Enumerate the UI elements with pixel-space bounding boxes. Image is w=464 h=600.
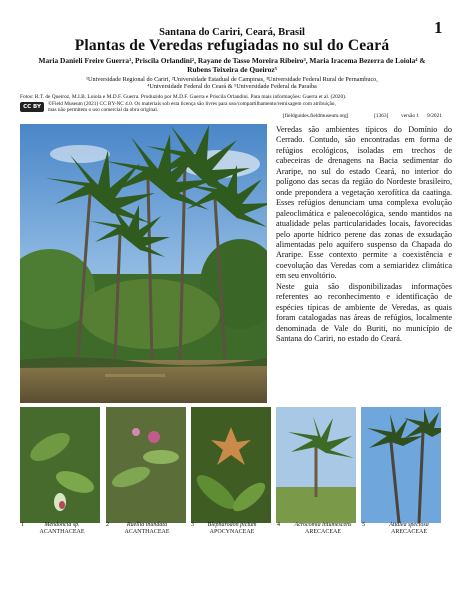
vereda-landscape-photo	[20, 124, 267, 403]
affiliations-line: ⁴Universidade Federal do Ceará & ⁵Universidade Federal da Paraíba	[147, 83, 317, 91]
location-heading: Santana do Cariri, Ceará, Brasil	[159, 27, 305, 38]
species-family: ACANTHACEAE	[124, 529, 170, 535]
species-name: Blepharodon pictum	[207, 522, 257, 528]
species-photo-ruellia	[106, 407, 186, 523]
cc-license-badge: CC BY NC	[20, 102, 44, 112]
license-line: mas não permitem o uso comercial da obra original.	[48, 107, 159, 114]
photo-credits: Fotos: R.T. de Queiroz, M.I.B. Loiola e M.D.F. Guerra. Produzido por M.D.F. Guerra e Priscila Orlandini. Para mais informações: Guerra et al. (2020).	[20, 94, 347, 100]
date-label: 9/2021	[427, 113, 442, 119]
license-text	[48, 101, 448, 113]
species-family: ACANTHACEAE	[39, 529, 85, 535]
species-family: ARECACEAE	[305, 529, 341, 535]
species-family: APOCYNACEAE	[209, 529, 255, 535]
guide-number: [1363]	[374, 113, 389, 119]
caption-number: 5	[362, 522, 365, 528]
species-photo-mendoncia	[20, 407, 100, 523]
website-link[interactable]: [fieldguides.fieldmuseum.org]	[283, 113, 349, 119]
species-name: Ruellia inundata	[126, 522, 168, 528]
page-number: 1	[434, 18, 443, 37]
affiliations-line: ¹Universidade Regional do Cariri, ²Universidade Estadual de Campinas, ³Universidade Federal Rural de Pernambuco,	[86, 76, 378, 83]
caption-number: 3	[191, 522, 194, 528]
version-label: versão 1	[401, 113, 420, 119]
species-family: ARECACEAE	[391, 529, 427, 535]
affiliations	[14, 76, 450, 91]
species-name: Acrocomia intumescens	[294, 522, 352, 528]
species-name: Attalea speciosa	[389, 522, 429, 528]
description-paragraph: Veredas são ambientes típicos do Domínio do Cerrado. Contudo, são encontradas em forma de refúgios ecológicos, isoladas em trechos de cabeceiras de drenagens na Bacia sedimentar do Araripe, no sul do estado Ceará, no interior do polígono das secas da região do Nordeste brasileiro, onde prepondera a vegetação xerofítica da caatinga. Esses refúgios denunciam uma complexa evolução paleoclimática e paleoecológica, sendo mantidos na atualidade pelas particularidades locais, favorecidas pelo aporte hídrico perene das zonas de exsudação alimentadas pelo aquífero suspenso da Chapada do Araripe. Esse contexto permite a coexistência e coevolução das Veredas com a semiaridez climática em seu envoltório.	[276, 125, 452, 281]
description-paragraph: Neste guia são disponibilizadas informações referentes ao reconhecimento e identificação de espécies típicas de ambiente de Veredas, as quais foram catalogadas nas áreas de refúgios, localmente denominada de Vale do Buriti, no município de Santana do Cariri, no estado do Ceará.	[276, 281, 452, 344]
authors-line: Rubens Teixeira de Queiroz⁵	[187, 65, 277, 74]
caption-number: 2	[106, 522, 109, 528]
authors	[14, 56, 450, 74]
caption-number: 1	[21, 522, 24, 528]
guide-title: Plantas de Veredas refugiadas no sul do Ceará	[74, 37, 390, 54]
description-text	[276, 125, 452, 345]
species-photo-blepharodon	[191, 407, 271, 523]
authors-line: Maria Danieli Freire Guerra¹, Priscila Orlandini², Rayane de Tasso Moreira Ribeiro³, Maria Iracema Bezerra de Loiola⁴ &	[38, 56, 426, 65]
species-photo-attalea	[361, 407, 441, 523]
species-name: Mendoncia sp.	[44, 522, 80, 528]
caption-number: 4	[277, 522, 280, 528]
species-photo-acrocomia	[276, 407, 356, 523]
license-line: ©Field Museum (2021) CC BY-NC 4.0. Os materiais sob esta licença são livres para uso/compartilhamento/remixagem com atribuição,	[48, 101, 336, 107]
